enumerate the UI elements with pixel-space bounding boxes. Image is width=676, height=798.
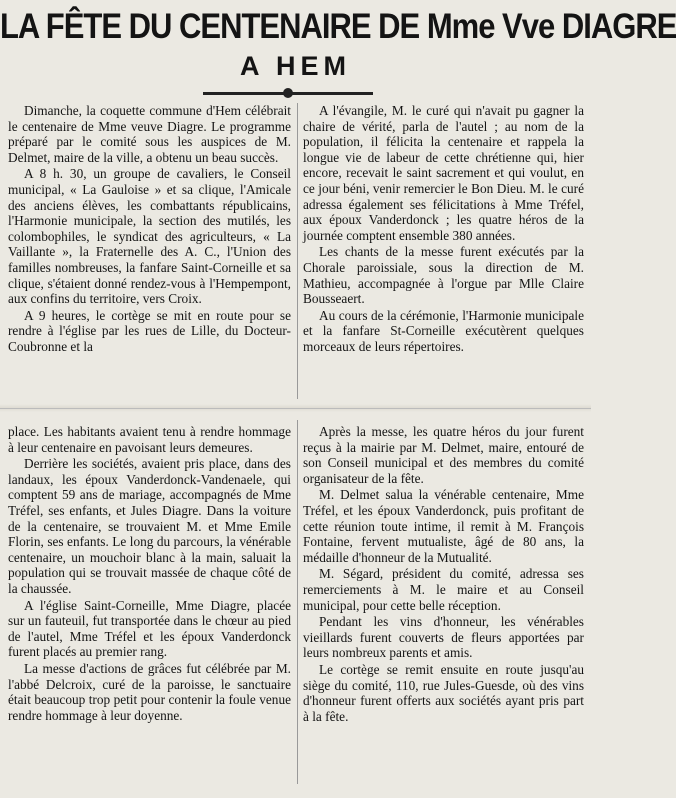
column-divider-top [297,103,298,399]
paragraph: Après la messe, les quatre héros du jour furent reçus à la mairie par M. Delmet, maire, entouré de son Conseil municipal et des membres du comité organisateur de la fête. [303,424,584,486]
paragraph: A 8 h. 30, un groupe de cavaliers, le Conseil municipal, « La Gauloise » et sa clique, l'Amicale des anciens élèves, les combattants républicains, l'Harmonie municipale, la section des mutilés, les colombophiles, le syndicat des agriculteurs, « La Vaillante », la Fraternelle des A. C., l'Union des familles nombreuses, la fanfare Saint-Corneille et sa clique, s'étaient donné rendez-vous à l'Hempempont, aux confins du territoire, vers Croix. [8,166,291,307]
column-divider-bottom [297,420,298,784]
title-rule-ornament [283,88,293,98]
article-title: LA FÊTE DU CENTENAIRE DE Mme Vve DIAGRE [0,6,676,47]
paragraph: A l'évangile, M. le curé qui n'avait pu gagner la chaire de vérité, parla de l'autel ; au nom de la population, il félicita la centenaire et rappela la longue vie de labeur de cette chrétienne qui, hier encore, recevait le saint sacrement et qui voulut, en ce jour béni, venir remercier le Bon Dieu. M. le curé adressa également ses félicitations à Mme Tréfel, aux époux Vanderdonck ; les quatre héros de la journée comptent ensemble 380 années. [303,103,584,243]
paragraph: Le cortège se remit ensuite en route jusqu'au siège du comité, 110, rue Jules-Guesde, où des vins d'honneur furent offerts aux sociétés ayant pris part à la fête. [303,661,584,724]
column-top-left [8,103,291,400]
paragraph: Au cours de la cérémonie, l'Harmonie municipale et la fanfare St-Corneille exécutèrent quelques morceaux de leurs répertoires. [303,307,584,354]
column-bottom-left [8,424,291,784]
paragraph: M. Delmet salua la vénérable centenaire, Mme Tréfel, et les époux Vanderdonck, puis profitant de cette réunion toute intime, il remit à M. François Fontaine, fervent mutualiste, âgé de 80 ans, la médaille d'honneur de la Mutualité. [303,487,584,565]
article-subtitle: A HEM [240,51,351,81]
paragraph: A 9 heures, le cortège se mit en route pour se rendre à l'église par les rues de Lille, du Docteur-Coubronne et la [8,307,291,354]
section-divider [0,408,591,409]
paragraph: La messe d'actions de grâces fut célébrée par M. l'abbé Delcroix, curé de la paroisse, le sanctuaire était beaucoup trop petit pour contenir la foule venue rendre hommage à leur doyenne. [8,660,291,723]
paragraph: Les chants de la messe furent exécutés par la Chorale paroissiale, sous la direction de M. Mathieu, accompagnée à l'orgue par Mlle Claire Bousseaert. [303,244,584,307]
paragraph: A l'église Saint-Corneille, Mme Diagre, placée sur un fauteuil, fut transportée dans le chœur au pied de l'autel, Mme Tréfel et les époux Vanderdonck furent placés au premier rang. [8,597,291,660]
column-top-right [303,103,584,400]
paragraph: Dimanche, la coquette commune d'Hem célébrait le centenaire de Mme veuve Diagre. Le programme préparé par le comité sous les auspices de M. Delmet, maire de la ville, a obtenu un beau succès. [8,103,291,165]
paragraph: Derrière les sociétés, avaient pris place, dans des landaux, les époux Vanderdonck-Vandenaele, qui comptent 59 ans de mariage, accompagnés de Mme Tréfel, ses enfants, et Jules Diagre. Dans la voiture de la centenaire, se trouvaient M. et Mme Emile Florin, ses enfants. Le long du parcours, la vénérable centenaire, un mouchoir blanc à la main, saluait la population qui se trouvait massée de chaque côté de la chaussée. [8,456,291,596]
paragraph: M. Ségard, président du comité, adressa ses remerciements à M. le maire et au Conseil municipal, pour cette belle réception. [303,566,584,613]
column-bottom-right [303,424,584,784]
paragraph: Pendant les vins d'honneur, les vénérables vieillards furent couverts de fleurs apportées par leurs nombreux parents et amis. [303,614,584,661]
paragraph: place. Les habitants avaient tenu à rendre hommage à leur centenaire en pavoisant leurs demeures. [8,424,291,455]
